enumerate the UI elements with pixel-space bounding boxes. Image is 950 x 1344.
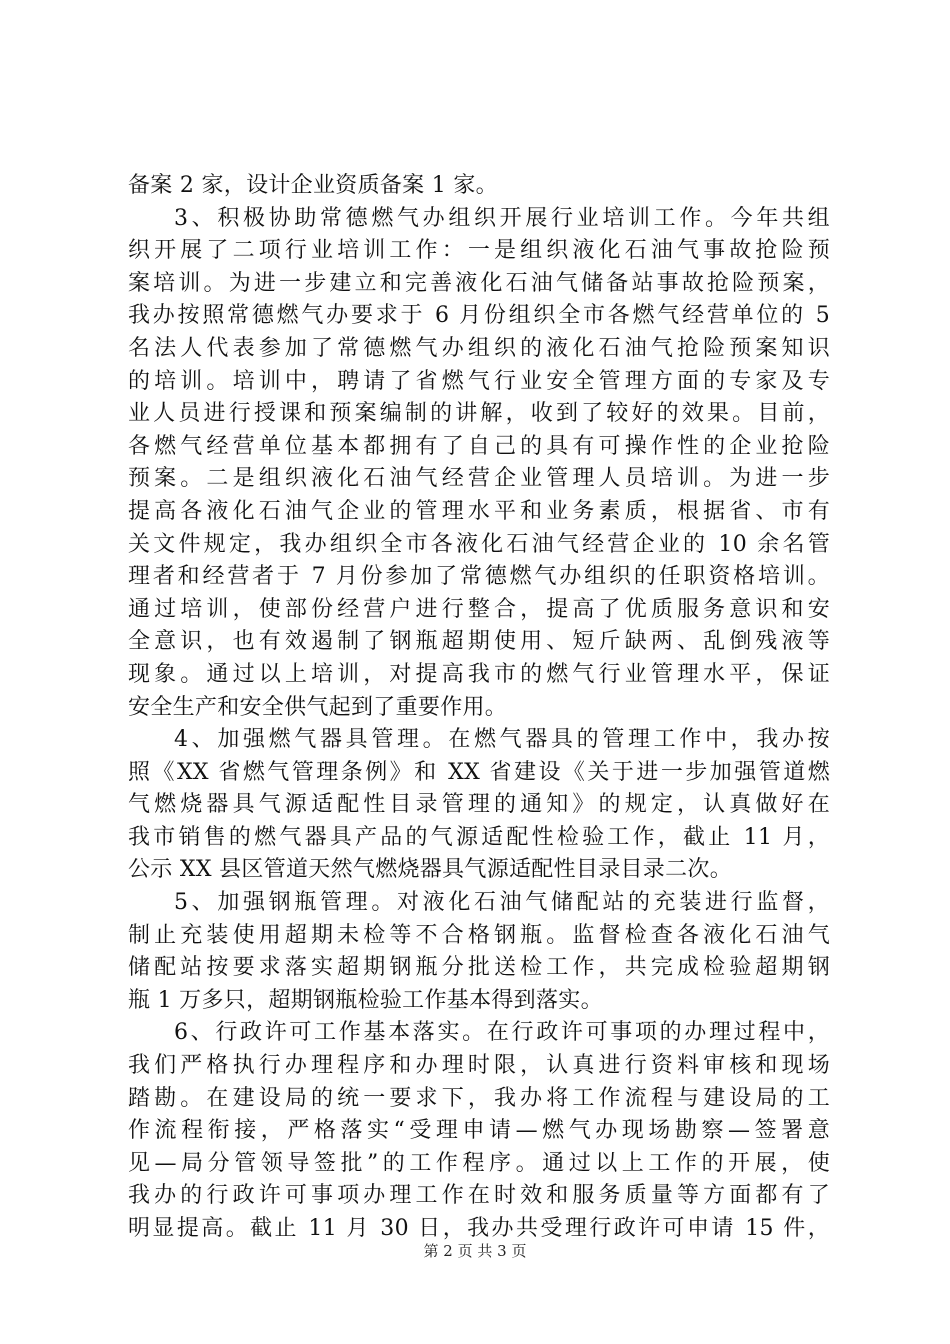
- text-line: 明显提高。截止 11 月 30 日，我办共受理行政许可申请 15 件，: [128, 1216, 830, 1241]
- text-line: 全意识，也有效遏制了钢瓶超期使用、短斤缺两、乱倒残液等: [128, 629, 830, 655]
- text-line: 通过培训，使部份经营户进行整合，提高了优质服务意识和安: [128, 596, 830, 622]
- document-body: [128, 170, 830, 1246]
- text-line: 6、行政许可工作基本落实。在行政许可事项的办理过程中，: [174, 1020, 830, 1046]
- text-line: 4、加强燃气器具管理。在燃气器具的管理工作中，我办按: [174, 727, 830, 753]
- text-line: 储配站按要求落实超期钢瓶分批送检工作，共完成检验超期钢: [128, 955, 830, 981]
- text-line: 理者和经营者于 7 月份参加了常德燃气办组织的任职资格培训。: [128, 564, 830, 590]
- text-line: 制止充装使用超期未检等不合格钢瓶。监督检查各液化石油气: [128, 922, 830, 948]
- text-line: 我市销售的燃气器具产品的气源适配性检验工作，截止 11 月，: [128, 824, 830, 850]
- page-number-footer: 第 2 页 共 3 页: [423, 1242, 527, 1260]
- text-line: 提高各液化石油气企业的管理水平和业务素质，根据省、市有: [128, 498, 830, 524]
- text-line: 预案。二是组织液化石油气经营企业管理人员培训。为进一步: [128, 466, 830, 492]
- text-line: 公示 XX 县区管道天然气燃烧器具气源适配性目录目录二次。: [128, 857, 733, 883]
- text-line: 我办的行政许可事项办理工作在时效和服务质量等方面都有了: [128, 1183, 830, 1209]
- text-line: 5、加强钢瓶管理。对液化石油气储配站的充装进行监督，: [174, 890, 830, 916]
- text-line: 见—局分管领导签批”的工作程序。通过以上工作的开展，使: [128, 1150, 830, 1176]
- text-line: 我办按照常德燃气办要求于 6 月份组织全市各燃气经营单位的 5: [128, 303, 830, 329]
- text-line: 踏勘。在建设局的统一要求下，我办将工作流程与建设局的工: [128, 1085, 830, 1111]
- text-line: 备案 2 家，设计企业资质备案 1 家。: [128, 173, 498, 198]
- text-line: 的培训。培训中，聘请了省燃气行业安全管理方面的专家及专: [128, 368, 830, 394]
- text-line: 织开展了二项行业培训工作：一是组织液化石油气事故抢险预: [128, 238, 830, 264]
- text-line: 作流程衔接，严格落实“受理申请—燃气办现场勘察—签署意: [128, 1118, 830, 1144]
- text-line: 瓶 1 万多只，超期钢瓶检验工作基本得到落实。: [128, 987, 603, 1013]
- text-line: 案培训。为进一步建立和完善液化石油气储备站事故抢险预案，: [128, 270, 830, 296]
- text-line: 照《XX 省燃气管理条例》和 XX 省建设《关于进一步加强管道燃: [128, 759, 830, 785]
- text-line: 3、积极协助常德燃气办组织开展行业培训工作。今年共组: [174, 205, 830, 231]
- text-line: 现象。通过以上培训，对提高我市的燃气行业管理水平，保证: [128, 661, 830, 687]
- text-line: 气燃烧器具气源适配性目录管理的通知》的规定，认真做好在: [128, 792, 830, 818]
- text-line: 名法人代表参加了常德燃气办组织的液化石油气抢险预案知识: [128, 335, 830, 361]
- text-line: 安全生产和安全供气起到了重要作用。: [128, 694, 508, 720]
- text-line: 我们严格执行办理程序和办理时限，认真进行资料审核和现场: [128, 1053, 830, 1079]
- text-line: 关文件规定，我办组织全市各液化石油气经营企业的 10 余名管: [128, 531, 830, 557]
- text-line: 业人员进行授课和预案编制的讲解，收到了较好的效果。目前，: [128, 401, 830, 427]
- text-line: 各燃气经营单位基本都拥有了自己的具有可操作性的企业抢险: [128, 433, 830, 459]
